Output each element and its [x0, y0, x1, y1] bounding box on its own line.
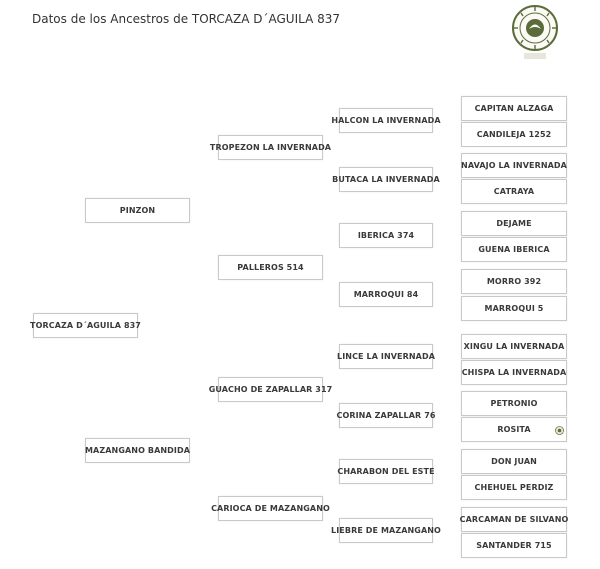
pedigree-gen5-10[interactable]: CHISPA LA INVERNADA: [461, 360, 567, 385]
pedigree-gen4-4[interactable]: MARROQUI 84: [339, 282, 433, 307]
pedigree-gen5-16[interactable]: SANTANDER 715: [461, 533, 567, 558]
pedigree-dam[interactable]: MAZANGANO BANDIDA: [85, 438, 190, 463]
pedigree-gen5-11[interactable]: PETRONIO: [461, 391, 567, 416]
seal-badge-icon: [555, 426, 564, 435]
pedigree-gen5-4[interactable]: CATRAYA: [461, 179, 567, 204]
pedigree-gen4-8[interactable]: LIEBRE DE MAZANGANO: [339, 518, 433, 543]
pedigree-gen5-1[interactable]: CAPITAN ALZAGA: [461, 96, 567, 121]
pedigree-gen5-9[interactable]: XINGU LA INVERNADA: [461, 334, 567, 359]
pedigree-gen5-8[interactable]: MARROQUI 5: [461, 296, 567, 321]
pedigree-subject[interactable]: TORCAZA D´AGUILA 837: [33, 313, 138, 338]
pedigree-gen5-13[interactable]: DON JUAN: [461, 449, 567, 474]
pedigree-gen5-6[interactable]: GUENA IBERICA: [461, 237, 567, 262]
pedigree-gen4-2[interactable]: BUTACA LA INVERNADA: [339, 167, 433, 192]
page-title: Datos de los Ancestros de TORCAZA D´AGUILA 837: [32, 12, 341, 26]
pedigree-gen5-15[interactable]: CARCAMAN DE SILVANO: [461, 507, 567, 532]
pedigree-gen5-3[interactable]: NAVAJO LA INVERNADA: [461, 153, 567, 178]
pedigree-sire[interactable]: PINZON: [85, 198, 190, 223]
pedigree-gen5-7[interactable]: MORRO 392: [461, 269, 567, 294]
pedigree-gen5-12[interactable]: [461, 417, 567, 442]
pedigree-gen4-1[interactable]: HALCON LA INVERNADA: [339, 108, 433, 133]
pedigree-gen5-14[interactable]: CHEHUEL PERDIZ: [461, 475, 567, 500]
association-seal-icon: [510, 3, 560, 63]
pedigree-gen5-12-label: ROSITA: [497, 425, 531, 434]
pedigree-gen4-6[interactable]: CORINA ZAPALLAR 76: [339, 403, 433, 428]
pedigree-gen3-3[interactable]: GUACHO DE ZAPALLAR 317: [218, 377, 323, 402]
pedigree-gen3-1[interactable]: TROPEZON LA INVERNADA: [218, 135, 323, 160]
pedigree-gen5-2[interactable]: CANDILEJA 1252: [461, 122, 567, 147]
pedigree-gen4-7[interactable]: CHARABON DEL ESTE: [339, 459, 433, 484]
pedigree-gen3-2[interactable]: PALLEROS 514: [218, 255, 323, 280]
pedigree-gen4-5[interactable]: LINCE LA INVERNADA: [339, 344, 433, 369]
pedigree-gen5-5[interactable]: DEJAME: [461, 211, 567, 236]
pedigree-gen4-3[interactable]: IBERICA 374: [339, 223, 433, 248]
pedigree-gen3-4[interactable]: CARIOCA DE MAZANGANO: [218, 496, 323, 521]
